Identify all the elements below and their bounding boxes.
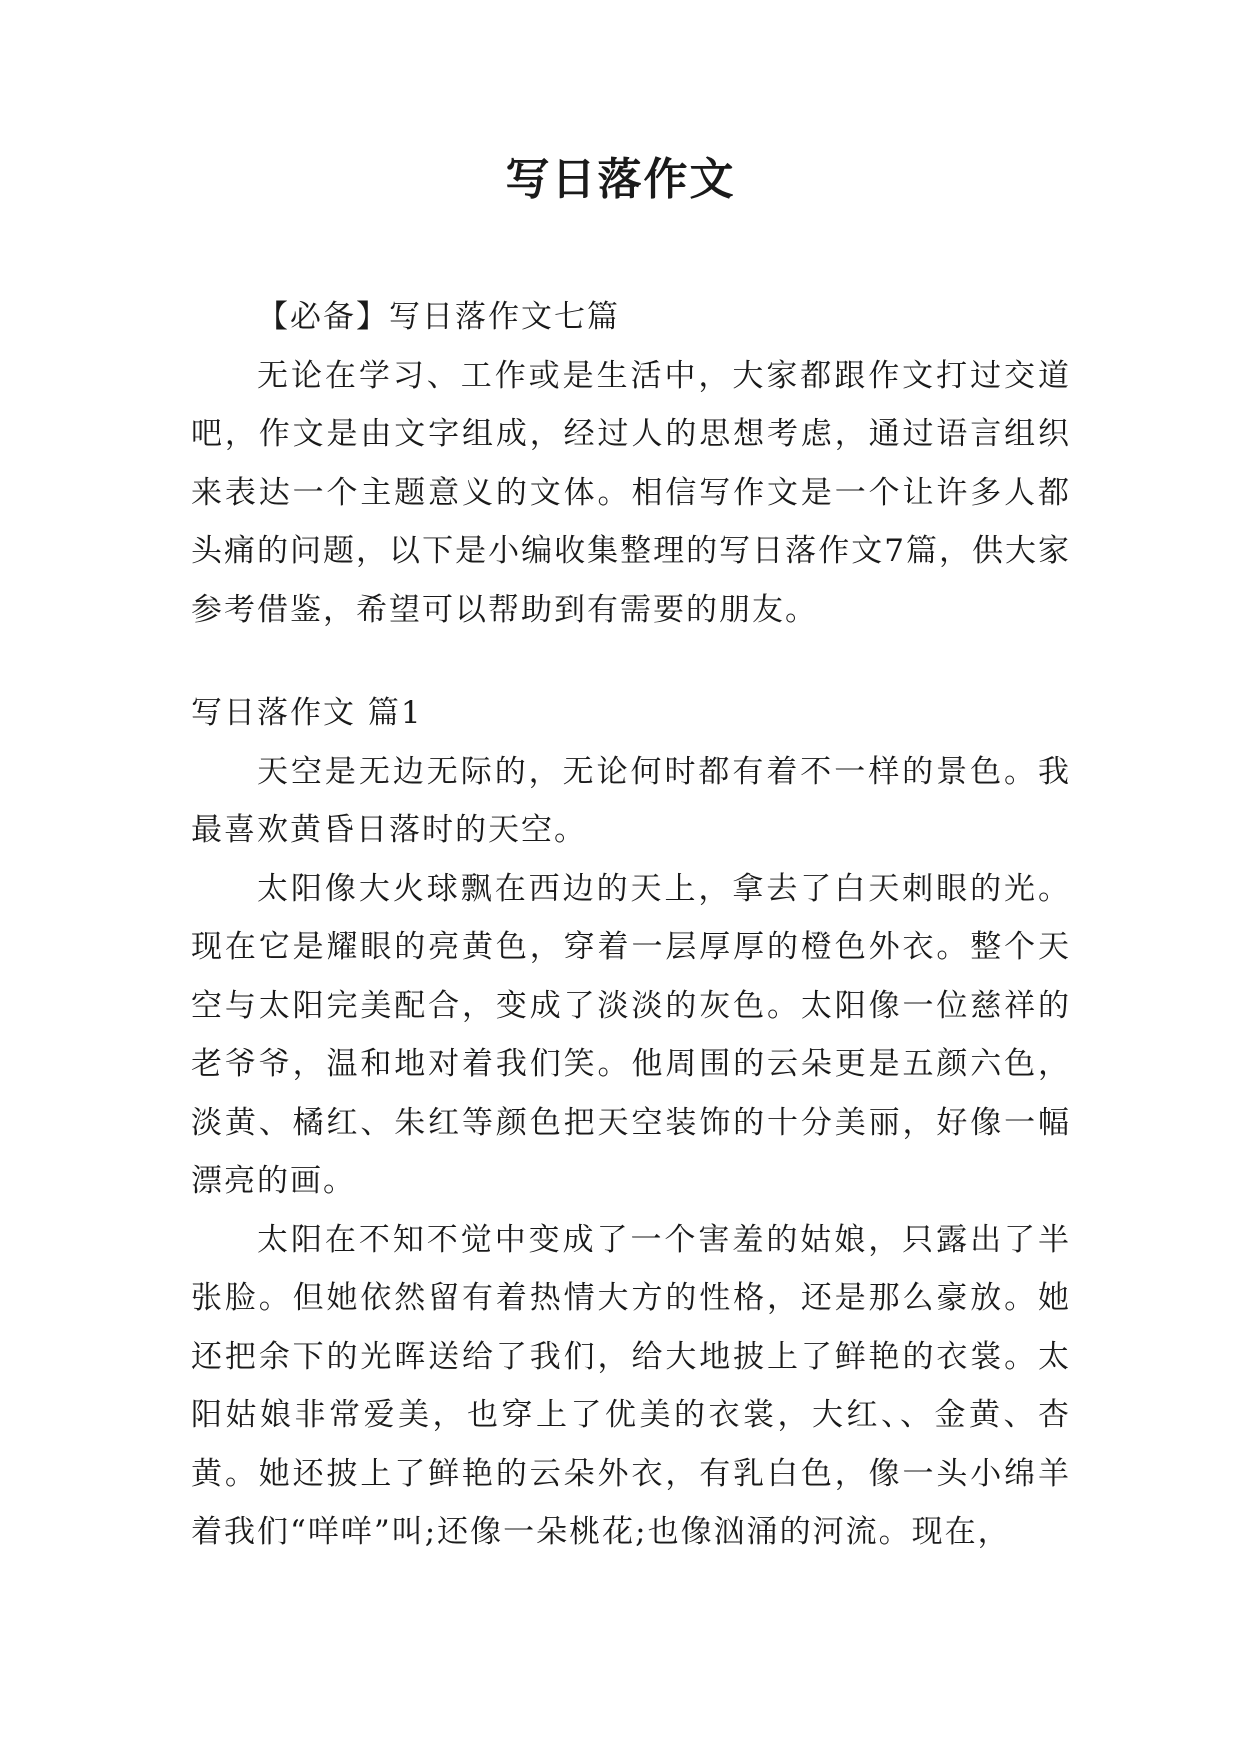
section-paragraph: 天空是无边无际的，无论何时都有着不一样的景色。我最喜欢黄昏日落时的天空。 bbox=[191, 753, 1071, 848]
section-paragraph: 太阳像大火球飘在西边的天上，拿去了白天刺眼的光。现在它是耀眼的亮黄色，穿着一层厚厚的橙色外衣。整个天空与太阳完美配合，变成了淡淡的灰色。太阳像一位慈祥的老爷爷，温和地对着我们笑。他周围的云朵更是五颜六色，淡黄、橘红、朱红等颜色把天空装饰的十分美丽，好像一幅漂亮的画。 bbox=[191, 870, 1071, 1199]
section-heading: 写日落作文 篇1 bbox=[191, 695, 423, 731]
section-paragraph: 太阳在不知不觉中变成了一个害羞的姑娘，只露出了半张脸。但她依然留有着热情大方的性格，还是那么豪放。她还把余下的光晖送给了我们，给大地披上了鲜艳的衣裳。太阳姑娘非常爱美，也穿上了优美的衣裳，大红、、金黄、杏黄。她还披上了鲜艳的云朵外衣，有乳白色，像一头小绵羊着我们“咩咩”叫;还像一朵桃花;也像汹涌的河流。现在， bbox=[191, 1221, 1071, 1550]
document-body bbox=[191, 288, 1071, 1562]
document-title: 写日落作文 bbox=[505, 154, 736, 205]
document-subtitle: 【必备】写日落作文七篇 bbox=[257, 299, 620, 335]
intro-paragraph: 无论在学习、工作或是生活中，大家都跟作文打过交道吧，作文是由文字组成，经过人的思想考虑，通过语言组织来表达一个主题意义的文体。相信写作文是一个让许多人都头痛的问题，以下是小编收集整理的写日落作文7篇，供大家参考借鉴，希望可以帮助到有需要的朋友。 bbox=[191, 357, 1071, 628]
